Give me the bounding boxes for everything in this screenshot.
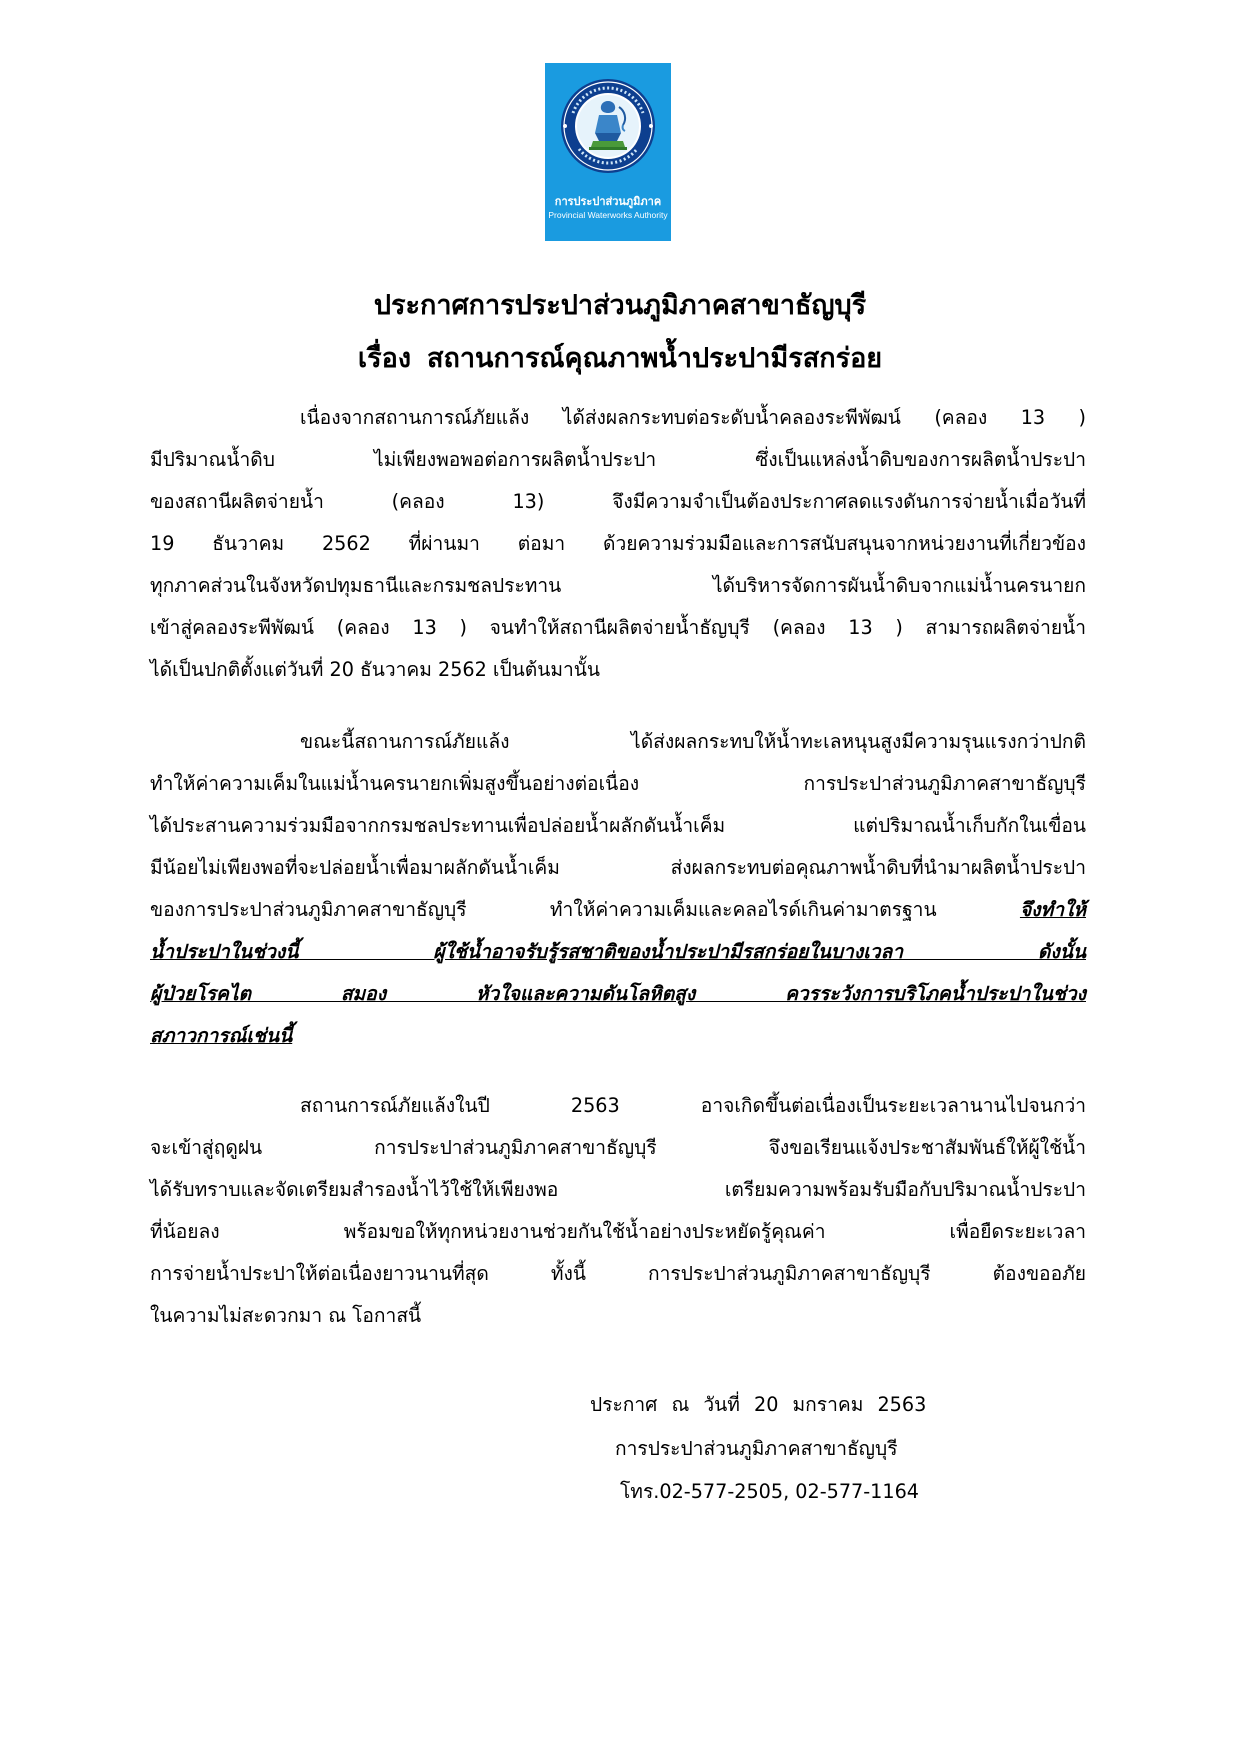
- logo-name-english: Provincial Waterworks Authority: [548, 210, 668, 220]
- health-warning-text: สภาวการณ์เช่นนี้: [150, 1024, 293, 1047]
- paragraph-1-line: เข้าสู่คลองระพีพัฒน์ (คลอง 13 ) จนทำให้สถานีผลิตจ่ายน้ำธัญบุรี (คลอง 13 ) สามารถผลิตจ่ายน้ำ: [150, 616, 1086, 639]
- paragraph-1-line: ได้เป็นปกติตั้งแต่วันที่ 20 ธันวาคม 2562 เป็นต้นมานั้น: [150, 658, 601, 681]
- paragraph-3-line: จะเข้าสู่ฤดูฝน การประปาส่วนภูมิภาคสาขาธัญบุรี จึงขอเรียนแจ้งประชาสัมพันธ์ให้ผู้ใช้น้ำ: [150, 1136, 1086, 1159]
- paragraph-2-line: [150, 896, 1086, 924]
- paragraph-3-line: การจ่ายน้ำประปาให้ต่อเนื่องยาวนานที่สุด ทั้งนี้ การประปาส่วนภูมิภาคสาขาธัญบุรี ต้องขออภัย: [150, 1262, 1086, 1285]
- pwa-emblem-icon: [559, 77, 657, 175]
- paragraph-1-line: ของสถานีผลิตจ่ายน้ำ (คลอง 13) จึงมีความจำเป็นต้องประกาศลดแรงดันการจ่ายน้ำเมื่อวันที่: [150, 490, 1086, 513]
- pwa-logo: [545, 63, 671, 241]
- paragraph-2-line: ได้ประสานความร่วมมือจากกรมชลประทานเพื่อปล่อยน้ำผลักดันน้ำเค็ม แต่ปริมาณน้ำเก็บกักในเขื่อน: [150, 814, 1086, 837]
- health-warning-text: จึงทำให้: [1019, 898, 1086, 921]
- page-title: ประกาศการประปาส่วนภูมิภาคสาขาธัญบุรี: [373, 290, 867, 321]
- health-warning-line: [150, 1022, 1086, 1050]
- subject-label: เรื่อง: [357, 343, 412, 374]
- paragraph-3-line: ที่น้อยลง พร้อมขอให้ทุกหน่วยงานช่วยกันใช้น้ำอย่างประหยัดรู้คุณค่า เพื่อยืดระยะเวลา: [150, 1220, 1086, 1243]
- contact-phone: โทร.02-577-2505, 02-577-1164: [620, 1480, 919, 1503]
- paragraph-2-line: มีน้อยไม่เพียงพอที่จะปล่อยน้ำเพื่อมาผลักดันน้ำเค็ม ส่งผลกระทบต่อคุณภาพน้ำดิบที่นำมาผลิตน้ำประปา: [150, 856, 1086, 879]
- paragraph-1-line: ทุกภาคส่วนในจังหวัดปทุมธานีและกรมชลประทาน ได้บริหารจัดการผันน้ำดิบจากแม่น้ำนครนายก: [150, 574, 1086, 597]
- paragraph-1-line: เนื่องจากสถานการณ์ภัยแล้ง ได้ส่งผลกระทบต่อระดับน้ำคลองระพีพัฒน์ (คลอง 13 ): [300, 406, 1086, 429]
- paragraph-3-line: ในความไม่สะดวกมา ณ โอกาสนี้: [150, 1304, 422, 1327]
- subject-line: [100, 336, 1140, 379]
- paragraph-3-line: สถานการณ์ภัยแล้งในปี 2563 อาจเกิดขึ้นต่อเนื่องเป็นระยะเวลานานไปจนกว่า: [300, 1094, 1086, 1117]
- paragraph-2-line: ขณะนี้สถานการณ์ภัยแล้ง ได้ส่งผลกระทบให้น้ำทะเลหนุนสูงมีความรุนแรงกว่าปกติ: [300, 730, 1086, 753]
- paragraph-2-line: ทำให้ค่าความเค็มในแม่น้ำนครนายกเพิ่มสูงขึ้นอย่างต่อเนื่อง การประปาส่วนภูมิภาคสาขาธัญบุรี: [150, 772, 1086, 795]
- paragraph-2-text: ของการประปาส่วนภูมิภาคสาขาธัญบุรี ทำให้ค่าความเค็มและคลอไรด์เกินค่ามาตรฐาน: [150, 898, 1020, 921]
- logo-name-thai: การประปาส่วนภูมิภาค: [554, 195, 662, 208]
- health-warning-line: น้ำประปาในช่วงนี้ ผู้ใช้น้ำอาจรับรู้รสชาติของน้ำประปามีรสกร่อยในบางเวลา ดังนั้น: [150, 940, 1086, 963]
- subject-text: สถานการณ์คุณภาพน้ำประปามีรสกร่อย: [427, 343, 883, 374]
- health-warning-line: ผู้ป่วยโรคไต สมอง หัวใจและความดันโลหิตสูง ควรระวังการบริโภคน้ำประปาในช่วง: [150, 982, 1086, 1005]
- issuing-office: การประปาส่วนภูมิภาคสาขาธัญบุรี: [615, 1437, 898, 1460]
- paragraph-1-line: 19 ธันวาคม 2562 ที่ผ่านมา ต่อมา ด้วยความร่วมมือและการสนับสนุนจากหน่วยงานที่เกี่ยวข้อง: [150, 532, 1086, 555]
- announcement-date: ประกาศ ณ วันที่ 20 มกราคม 2563: [590, 1393, 927, 1416]
- paragraph-1-line: มีปริมาณน้ำดิบ ไม่เพียงพอพอต่อการผลิตน้ำประปา ซึ่งเป็นแหล่งน้ำดิบของการผลิตน้ำประปา: [150, 448, 1086, 471]
- paragraph-3-line: ได้รับทราบและจัดเตรียมสำรองน้ำไว้ใช้ให้เพียงพอ เตรียมความพร้อมรับมือกับปริมาณน้ำประปา: [150, 1178, 1086, 1201]
